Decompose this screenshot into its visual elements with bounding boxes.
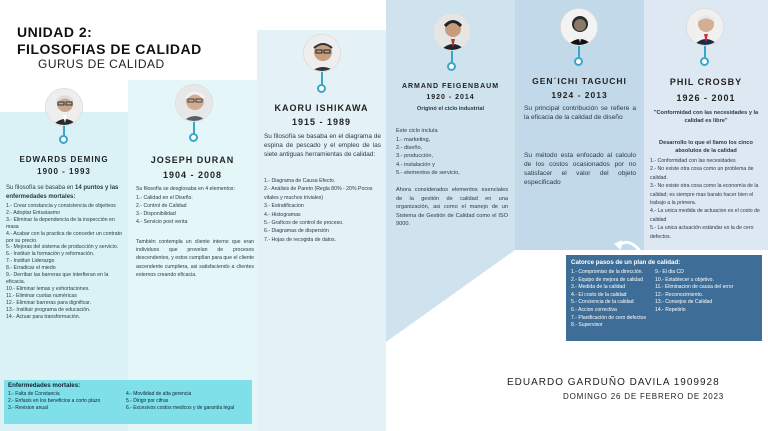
list-item: 4.- Movilidad de alta gerencia [126, 391, 192, 397]
crosby-quote: "Conformidad con las necesidades y la calidad es libre" [653, 110, 759, 124]
list-item: 3.- Disponibilidad [136, 211, 176, 217]
feigenbaum-points [396, 136, 508, 177]
list-item: 2.- Equipo de mejora de calidad [571, 276, 643, 283]
list-item: 13.- Consejos de Calidad [655, 299, 713, 306]
taguchi-name: GEN´ICHI TAGUCHI [532, 76, 627, 86]
fourteen-steps-right [655, 269, 733, 330]
list-item: 13.- Instituir programa de educación. [6, 306, 91, 313]
deming-portrait [45, 88, 83, 126]
crosby-name: PHIL CROSBY [669, 77, 743, 87]
list-item: 1.- Diagrama de Causa Efecto. [264, 178, 336, 184]
ishikawa-node [317, 84, 326, 93]
list-item: 1.- Falta de Constancia [8, 391, 60, 397]
duran-years: 1904 - 2008 [162, 170, 223, 180]
list-item: 2.- No existe otra cosa como un problema de calidad. [650, 166, 754, 181]
ishikawa-points [264, 177, 381, 244]
list-item: 8.- Supervisor [571, 322, 603, 329]
list-item: 2.- Control de Calidad [136, 203, 187, 209]
deming-points [6, 203, 124, 320]
duran-intro: Su filosofía se desglosaba en 4 elementos: [136, 186, 235, 192]
list-item: 4.- Histogramas [264, 211, 301, 218]
deming-name: EDWARDS DEMING [19, 155, 109, 164]
title-line-2: FILOSOFIAS DE CALIDAD [17, 41, 202, 57]
feigenbaum-intro: Este ciclo incluía [396, 128, 438, 134]
taguchi-portrait [560, 8, 598, 46]
crosby-node [700, 57, 709, 66]
list-item: 10.- Eliminar lemas y exhortaciones. [6, 285, 90, 292]
list-item: 3.- producción, [396, 153, 434, 160]
feigenbaum-tagline: Originó el ciclo industrial [416, 106, 485, 112]
crosby-years: 1926 - 2001 [676, 93, 736, 103]
list-item: 9.- El dia CD [655, 269, 684, 275]
mortal-diseases-box [4, 380, 252, 424]
taguchi-years: 1924 - 2013 [551, 90, 608, 100]
list-item: 3.- Eliminar la dependencia de la inspección en masa [6, 216, 115, 230]
list-item: 11.- Eliminar cuotas numéricas [6, 292, 77, 299]
list-item: 6.- Instituir la formación y reformación. [6, 251, 95, 258]
list-item: 11.- Eliminacion de causa del error [655, 284, 734, 291]
list-item: 3.- Medida de la calidad [571, 284, 626, 291]
presentation-date: DOMINGO 26 DE FEBRERO DE 2023 [563, 392, 725, 401]
list-item: 5.- Mejoras del sistema de producción y servicio. [6, 244, 119, 251]
fourteen-steps-title: Catorce pasos de un plan de calidad: [571, 259, 681, 266]
list-item: 5.- La unica actuación estándar es la de cero defectos. [650, 225, 754, 240]
list-item: 5.- Graficos de control de proceso. [264, 220, 344, 227]
mortal-diseases-right [126, 391, 234, 411]
deming-intro-bold: 14 puntos y las enfermedades mortales: [6, 185, 119, 200]
taguchi-paragraph-2: Su método esta enfocado al calculo de los costos ocasionados por no satisfacer el valor del objeto especificado [524, 152, 636, 186]
list-item: 2.- Análisis de Pareto (Regla 80% - 20% Pocos vitales y muchos triviales) [264, 186, 373, 201]
taguchi-node [574, 57, 583, 66]
list-item: 6.- Accion correctiva [571, 306, 617, 313]
duran-points [136, 194, 254, 226]
ishikawa-name: KAORU ISHIKAWA [274, 103, 369, 113]
list-item: 14.- Repetirlo [655, 306, 686, 313]
list-item: 6.- Excesivos costos medicos y de garantía legal [126, 404, 235, 411]
list-item: 8.- Erradicar el miedo [6, 265, 56, 272]
duran-name: JOSEPH DURAN [150, 155, 235, 165]
list-item: 10.- Establecer u objetivo. [655, 276, 714, 283]
list-item: 3.- Estratificacion [264, 203, 304, 210]
author-name: EDUARDO GARDUÑO DAVILA 1909928 [507, 377, 720, 388]
duran-paragraph: También contempla un cliente interno que eran individuos que proveían de procesos descendentes, y estos cumplían para que el cliente ascendente cumpliera, asi satisfaciendo a clientes externos creando eficacia. [136, 239, 254, 278]
list-item: 4.- La unica medida de actuacion es el costo de calidad [650, 208, 760, 223]
list-item: 1.- marketing, [396, 137, 431, 143]
mortal-diseases-title: Enfermedades mortales: [8, 382, 81, 389]
duran-node [189, 133, 198, 142]
feigenbaum-name: ARMAND FEIGENBAUM [401, 83, 500, 90]
list-item: 7.- Planificación de cero defectos [571, 314, 647, 321]
deming-intro [6, 184, 124, 202]
list-item: 7.- Instituir Liderazgo [6, 258, 55, 265]
list-item: 12.- Reconocimiento. [655, 291, 704, 298]
crosby-heading: Desarrollo lo que el llamo los cinco absolutos de la calidad [659, 140, 753, 154]
taguchi-paragraph-1: Su principal contribución se refiere a la eficacia de la calidad de diseño [524, 105, 636, 121]
fourteen-steps-box [566, 255, 762, 341]
list-item: 14.- Actuar para transformación. [6, 313, 81, 320]
fourteen-steps-left [571, 269, 655, 330]
ishikawa-portrait [303, 34, 341, 72]
list-item: 5.- Conciencia de la calidad [571, 299, 634, 306]
mortal-diseases-left [8, 391, 126, 411]
list-item: 9.- Derribar las barreras que interfieran en la eficacia. [6, 272, 109, 285]
list-item: 1.- Crear constancia y consistencia de objetivos [6, 203, 116, 209]
list-item: 5.- Dirigir por cifras [126, 397, 169, 404]
list-item: 5.- elementos de servicio, [396, 169, 460, 176]
title-line-1: UNIDAD 2: [17, 24, 93, 40]
list-item: 4.- instalación y [396, 161, 435, 168]
page-title [17, 24, 202, 58]
list-item: 2.- Adoptar Entusiasmo [6, 209, 60, 216]
feigenbaum-paragraph: Ahora considerados elementos esenciales de la gestión de calidad en una organización, asi como el manejo de un Sistema de Gestión de Calidad como el ISO 9000. [396, 187, 508, 228]
feigenbaum-portrait [433, 13, 471, 51]
feigenbaum-years: 1920 - 2014 [426, 94, 475, 101]
list-item: 4.- El costo de la calidad [571, 291, 627, 298]
list-item: 1.- Compromiso de la dirección. [571, 269, 643, 275]
deming-years: 1900 - 1993 [37, 167, 91, 176]
ishikawa-years: 1915 - 1989 [291, 117, 352, 127]
list-item: 7.- Hojas de recogida de datos. [264, 236, 337, 243]
list-item: 12.- Eliminar barreras para dignificar. [6, 299, 92, 306]
list-item: 2.- diseño, [396, 145, 423, 152]
crosby-points [650, 157, 762, 241]
feigenbaum-node [447, 62, 456, 71]
duran-portrait [175, 84, 213, 122]
list-item: 3.- Revision anual [8, 404, 49, 411]
list-item: 1.- Calidad en el Diseño. [136, 195, 193, 201]
list-item: 4.- Acabar con la practica de conceder un contrato por su precio. [6, 230, 122, 244]
deming-intro-text: Su filosofía se basaba en [6, 185, 76, 191]
deming-node [59, 135, 68, 144]
crosby-portrait [686, 8, 724, 46]
list-item: 3.- No existe otra cosa como la economía de la calidad; es siempre mas barato hacer bien el trabajo a la primera. [650, 183, 759, 207]
page-subtitle: GURUS DE CALIDAD [38, 57, 165, 71]
list-item: 4.- Servicio post venta [136, 219, 188, 225]
list-item: 2.- Enfasis en los beneficios a corto plazo [8, 397, 101, 404]
list-item: 1.- Conformidad con las necesidades [650, 158, 736, 164]
list-item: 6.- Diagramas de dispersión [264, 228, 329, 235]
ishikawa-intro: Su filosofía se basaba en el diagrama de espina de pescado y el empleo de las siete antiguas herramientas de calidad: [264, 133, 381, 158]
